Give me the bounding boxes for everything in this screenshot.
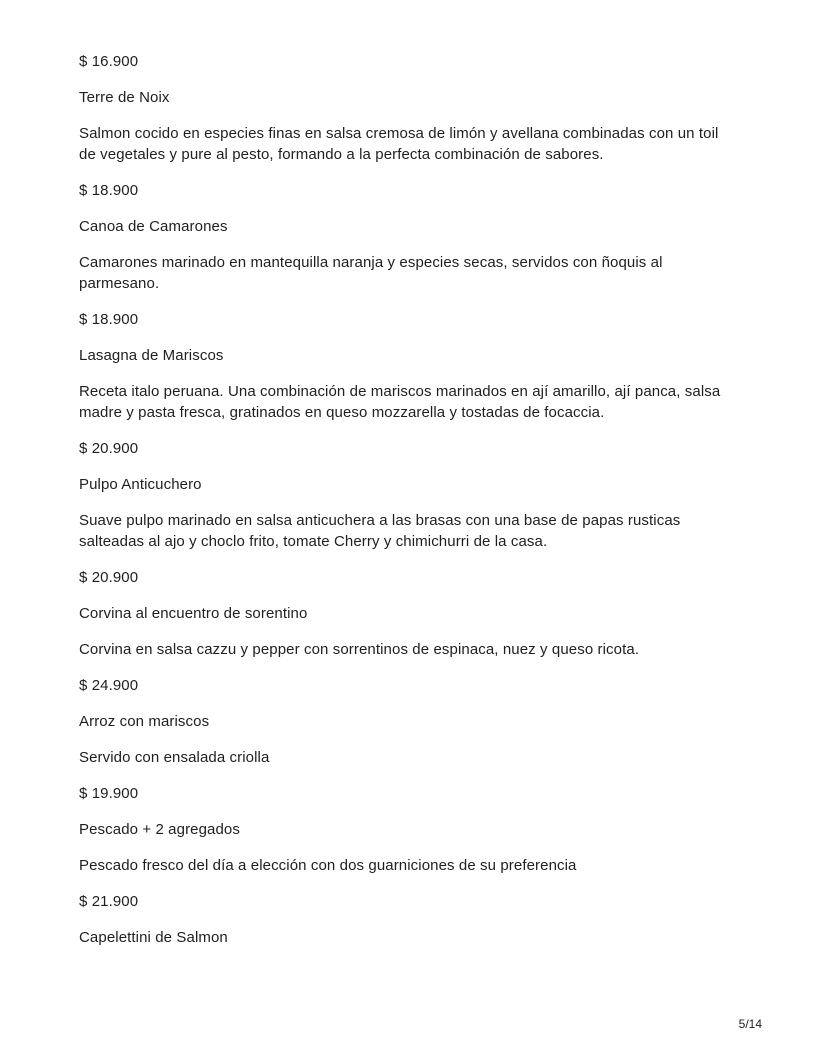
- menu-item-price: $ 24.900: [79, 677, 139, 694]
- menu-item-name: Terre de Noix: [79, 89, 170, 106]
- menu-item-name: Pulpo Anticuchero: [79, 476, 202, 493]
- menu-item-description: Camarones marinado en mantequilla naranja y especies secas, servidos con ñoquis al parmesano.: [79, 254, 663, 292]
- menu-item-name: Pescado + 2 agregados: [79, 821, 240, 838]
- menu-item-price: $ 21.900: [79, 893, 139, 910]
- menu-item-description: Corvina en salsa cazzu y pepper con sorrentinos de espinaca, nuez y queso ricota.: [79, 641, 640, 658]
- menu-item-description: Pescado fresco del día a elección con dos guarniciones de su preferencia: [79, 857, 577, 874]
- menu-item-price: $ 20.900: [79, 569, 139, 586]
- menu-item-description: Servido con ensalada criolla: [79, 749, 270, 766]
- menu-item-name: Canoa de Camarones: [79, 218, 228, 235]
- menu-item-name: Lasagna de Mariscos: [79, 347, 224, 364]
- menu-item-name: Arroz con mariscos: [79, 713, 210, 730]
- page-number: 5/14: [738, 1017, 762, 1031]
- menu-item-name: Corvina al encuentro de sorentino: [79, 605, 308, 622]
- menu-item-description: Receta italo peruana. Una combinación de mariscos marinados en ají amarillo, ají panca, salsa madre y pasta fresca, gratinados en queso mozzarella y tostadas de focaccia.: [79, 383, 721, 421]
- menu-item-price: $ 18.900: [79, 311, 139, 328]
- menu-item-price: $ 20.900: [79, 440, 139, 457]
- menu-item-price: $ 18.900: [79, 182, 139, 199]
- menu-item-description: Suave pulpo marinado en salsa anticuchera a las brasas con una base de papas rusticas salteadas al ajo y choclo frito, tomate Cherry y chimichurri de la casa.: [79, 512, 681, 550]
- menu-item-description: Salmon cocido en especies finas en salsa cremosa de limón y avellana combinadas con un toil de vegetales y pure al pesto, formando a la perfecta combinación de sabores.: [79, 125, 719, 163]
- menu-content: [79, 51, 728, 963]
- menu-item-name: Capelettini de Salmon: [79, 929, 228, 946]
- menu-item-price: $ 19.900: [79, 785, 139, 802]
- menu-item-price: $ 16.900: [79, 53, 139, 70]
